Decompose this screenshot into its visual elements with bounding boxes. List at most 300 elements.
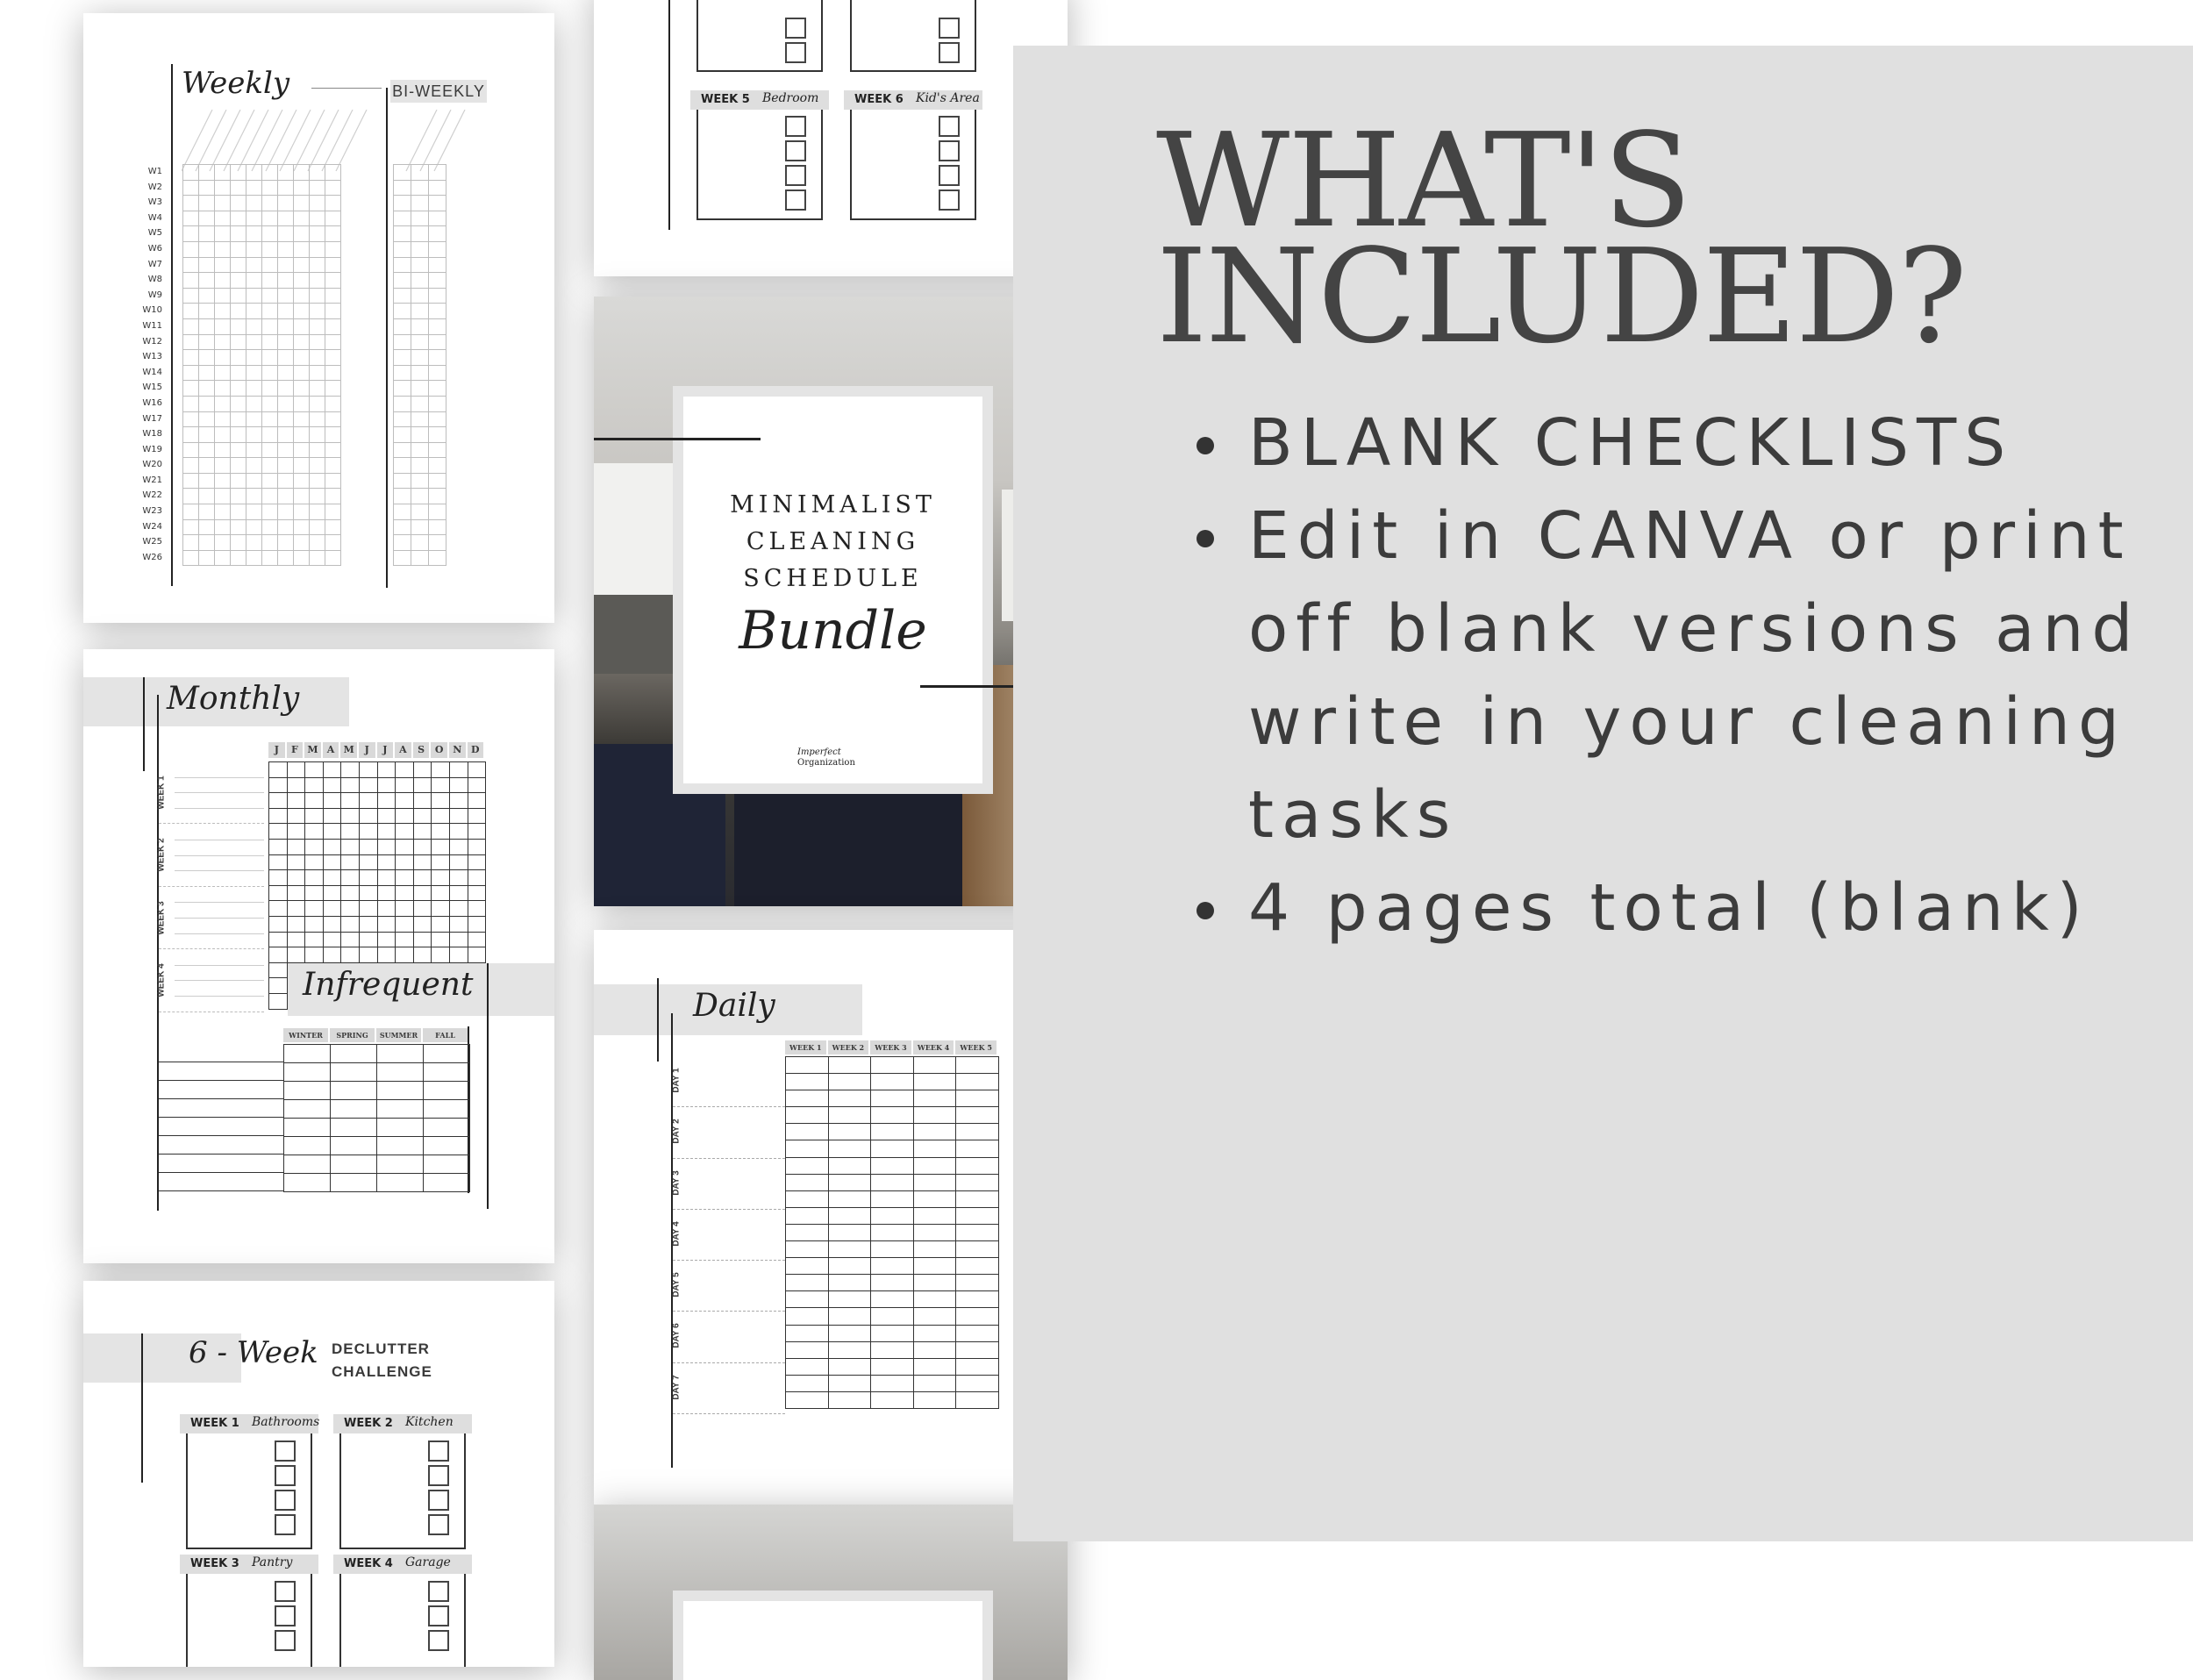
grid-cell[interactable] [411, 443, 429, 459]
grid-cell[interactable] [394, 381, 411, 397]
grid-cell[interactable] [396, 793, 414, 809]
grid-cell[interactable] [231, 412, 246, 428]
grid-cell[interactable] [294, 226, 310, 242]
grid-cell[interactable] [871, 1090, 914, 1107]
grid-cell[interactable] [360, 933, 378, 948]
grid-cell[interactable] [310, 535, 325, 551]
grid-cell[interactable] [829, 1326, 872, 1342]
grid-cell[interactable] [294, 165, 310, 181]
grid-cell[interactable] [199, 397, 215, 412]
grid-cell[interactable] [324, 824, 342, 840]
grid-cell[interactable] [429, 443, 446, 459]
grid-cell[interactable] [231, 258, 246, 274]
grid-cell[interactable] [310, 319, 325, 335]
grid-cell[interactable] [215, 443, 231, 459]
grid-cell[interactable] [215, 319, 231, 335]
grid-cell[interactable] [331, 1119, 377, 1137]
grid-cell[interactable] [262, 458, 278, 474]
grid-cell[interactable] [325, 474, 341, 490]
grid-cell[interactable] [956, 1326, 999, 1342]
grid-cell[interactable] [324, 886, 342, 902]
grid-cell[interactable] [305, 809, 324, 825]
grid-cell[interactable] [284, 1155, 331, 1174]
grid-cell[interactable] [786, 1275, 829, 1291]
grid-cell[interactable] [278, 397, 294, 412]
grid-cell[interactable] [294, 242, 310, 258]
grid-cell[interactable] [956, 1208, 999, 1225]
grid-cell[interactable] [786, 1291, 829, 1308]
grid-cell[interactable] [360, 793, 378, 809]
checkbox[interactable] [785, 18, 806, 39]
grid-cell[interactable] [414, 778, 432, 794]
grid-cell[interactable] [468, 762, 487, 778]
grid-cell[interactable] [786, 1342, 829, 1359]
grid-cell[interactable] [429, 181, 446, 197]
grid-cell[interactable] [183, 211, 199, 227]
grid-cell[interactable] [394, 443, 411, 459]
grid-cell[interactable] [829, 1175, 872, 1191]
grid-cell[interactable] [294, 319, 310, 335]
grid-cell[interactable] [871, 1275, 914, 1291]
grid-cell[interactable] [269, 947, 288, 963]
grid-cell[interactable] [871, 1124, 914, 1140]
checkbox[interactable] [939, 116, 960, 137]
grid-cell[interactable] [246, 242, 262, 258]
grid-cell[interactable] [278, 165, 294, 181]
grid-cell[interactable] [914, 1258, 957, 1275]
grid-cell[interactable] [183, 412, 199, 428]
grid-cell[interactable] [215, 551, 231, 567]
grid-cell[interactable] [956, 1291, 999, 1308]
grid-cell[interactable] [215, 397, 231, 412]
grid-cell[interactable] [829, 1140, 872, 1157]
grid-cell[interactable] [231, 489, 246, 504]
grid-cell[interactable] [199, 489, 215, 504]
grid-cell[interactable] [199, 211, 215, 227]
grid-cell[interactable] [394, 335, 411, 351]
grid-cell[interactable] [288, 809, 306, 825]
grid-cell[interactable] [956, 1175, 999, 1191]
grid-cell[interactable] [414, 793, 432, 809]
grid-cell[interactable] [284, 1045, 331, 1063]
grid-cell[interactable] [310, 412, 325, 428]
grid-cell[interactable] [871, 1376, 914, 1392]
grid-cell[interactable] [294, 181, 310, 197]
grid-cell[interactable] [231, 242, 246, 258]
grid-cell[interactable] [429, 397, 446, 412]
grid-cell[interactable] [956, 1191, 999, 1208]
grid-cell[interactable] [432, 840, 450, 855]
grid-cell[interactable] [294, 258, 310, 274]
grid-cell[interactable] [231, 319, 246, 335]
grid-cell[interactable] [786, 1241, 829, 1258]
grid-cell[interactable] [199, 273, 215, 289]
grid-cell[interactable] [183, 258, 199, 274]
grid-cell[interactable] [341, 809, 360, 825]
grid-cell[interactable] [246, 165, 262, 181]
grid-cell[interactable] [262, 226, 278, 242]
grid-cell[interactable] [377, 1100, 424, 1119]
grid-cell[interactable] [262, 412, 278, 428]
grid-cell[interactable] [786, 1057, 829, 1074]
grid-cell[interactable] [429, 165, 446, 181]
grid-cell[interactable] [278, 504, 294, 520]
grid-cell[interactable] [871, 1057, 914, 1074]
grid-cell[interactable] [325, 304, 341, 319]
grid-cell[interactable] [829, 1225, 872, 1241]
grid-cell[interactable] [262, 397, 278, 412]
grid-cell[interactable] [305, 933, 324, 948]
grid-cell[interactable] [396, 824, 414, 840]
grid-cell[interactable] [424, 1137, 470, 1155]
grid-cell[interactable] [829, 1359, 872, 1376]
checkbox[interactable] [275, 1490, 296, 1511]
grid-cell[interactable] [396, 886, 414, 902]
grid-cell[interactable] [269, 855, 288, 871]
grid-cell[interactable] [829, 1291, 872, 1308]
grid-cell[interactable] [411, 366, 429, 382]
grid-cell[interactable] [394, 427, 411, 443]
grid-cell[interactable] [429, 304, 446, 319]
grid-cell[interactable] [278, 381, 294, 397]
grid-cell[interactable] [262, 335, 278, 351]
grid-cell[interactable] [377, 1155, 424, 1174]
grid-cell[interactable] [450, 762, 468, 778]
grid-cell[interactable] [183, 289, 199, 304]
grid-cell[interactable] [246, 304, 262, 319]
grid-cell[interactable] [231, 397, 246, 412]
grid-cell[interactable] [294, 427, 310, 443]
grid-cell[interactable] [231, 458, 246, 474]
grid-cell[interactable] [215, 504, 231, 520]
grid-cell[interactable] [305, 778, 324, 794]
grid-cell[interactable] [424, 1082, 470, 1100]
grid-cell[interactable] [829, 1258, 872, 1275]
grid-cell[interactable] [199, 427, 215, 443]
grid-cell[interactable] [331, 1082, 377, 1100]
grid-cell[interactable] [246, 520, 262, 536]
grid-cell[interactable] [394, 350, 411, 366]
grid-cell[interactable] [468, 778, 487, 794]
grid-cell[interactable] [424, 1045, 470, 1063]
grid-cell[interactable] [278, 211, 294, 227]
grid-cell[interactable] [262, 366, 278, 382]
grid-cell[interactable] [183, 427, 199, 443]
grid-cell[interactable] [199, 535, 215, 551]
grid-cell[interactable] [324, 901, 342, 917]
grid-cell[interactable] [269, 933, 288, 948]
grid-cell[interactable] [278, 289, 294, 304]
grid-cell[interactable] [246, 289, 262, 304]
grid-cell[interactable] [284, 1174, 331, 1192]
grid-cell[interactable] [246, 366, 262, 382]
grid-cell[interactable] [829, 1241, 872, 1258]
grid-cell[interactable] [294, 412, 310, 428]
grid-cell[interactable] [956, 1158, 999, 1175]
grid-cell[interactable] [829, 1376, 872, 1392]
grid-cell[interactable] [183, 535, 199, 551]
grid-cell[interactable] [215, 289, 231, 304]
checkbox[interactable] [428, 1630, 449, 1651]
grid-cell[interactable] [246, 381, 262, 397]
grid-cell[interactable] [231, 350, 246, 366]
grid-cell[interactable] [262, 443, 278, 459]
grid-cell[interactable] [394, 366, 411, 382]
grid-cell[interactable] [305, 901, 324, 917]
grid-cell[interactable] [183, 165, 199, 181]
grid-cell[interactable] [414, 840, 432, 855]
grid-cell[interactable] [414, 870, 432, 886]
grid-cell[interactable] [324, 840, 342, 855]
grid-cell[interactable] [341, 793, 360, 809]
grid-cell[interactable] [288, 855, 306, 871]
checkbox[interactable] [275, 1605, 296, 1626]
grid-cell[interactable] [325, 319, 341, 335]
grid-cell[interactable] [199, 366, 215, 382]
checkbox[interactable] [428, 1490, 449, 1511]
grid-cell[interactable] [305, 947, 324, 963]
grid-cell[interactable] [786, 1074, 829, 1090]
grid-cell[interactable] [411, 412, 429, 428]
grid-cell[interactable] [199, 304, 215, 319]
grid-cell[interactable] [231, 211, 246, 227]
grid-cell[interactable] [378, 870, 396, 886]
grid-cell[interactable] [414, 933, 432, 948]
grid-cell[interactable] [786, 1208, 829, 1225]
grid-cell[interactable] [183, 504, 199, 520]
grid-cell[interactable] [956, 1124, 999, 1140]
grid-cell[interactable] [246, 535, 262, 551]
grid-cell[interactable] [231, 474, 246, 490]
grid-cell[interactable] [278, 366, 294, 382]
grid-cell[interactable] [377, 1063, 424, 1082]
grid-cell[interactable] [288, 901, 306, 917]
grid-cell[interactable] [429, 381, 446, 397]
grid-cell[interactable] [284, 1137, 331, 1155]
grid-cell[interactable] [294, 196, 310, 211]
grid-cell[interactable] [396, 947, 414, 963]
checkbox[interactable] [785, 165, 806, 186]
grid-cell[interactable] [199, 226, 215, 242]
grid-cell[interactable] [278, 474, 294, 490]
grid-cell[interactable] [341, 762, 360, 778]
grid-cell[interactable] [310, 443, 325, 459]
grid-cell[interactable] [310, 211, 325, 227]
grid-cell[interactable] [914, 1291, 957, 1308]
grid-cell[interactable] [325, 181, 341, 197]
grid-cell[interactable] [199, 350, 215, 366]
grid-cell[interactable] [871, 1258, 914, 1275]
grid-cell[interactable] [411, 319, 429, 335]
grid-cell[interactable] [450, 809, 468, 825]
grid-cell[interactable] [360, 778, 378, 794]
grid-cell[interactable] [215, 535, 231, 551]
grid-cell[interactable] [429, 211, 446, 227]
grid-cell[interactable] [360, 901, 378, 917]
grid-cell[interactable] [871, 1241, 914, 1258]
grid-cell[interactable] [871, 1342, 914, 1359]
grid-cell[interactable] [914, 1107, 957, 1124]
grid-cell[interactable] [956, 1241, 999, 1258]
grid-cell[interactable] [269, 778, 288, 794]
grid-cell[interactable] [215, 181, 231, 197]
grid-cell[interactable] [394, 474, 411, 490]
grid-cell[interactable] [450, 840, 468, 855]
grid-cell[interactable] [914, 1376, 957, 1392]
grid-cell[interactable] [246, 181, 262, 197]
grid-cell[interactable] [294, 520, 310, 536]
grid-cell[interactable] [278, 196, 294, 211]
grid-cell[interactable] [324, 778, 342, 794]
grid-cell[interactable] [432, 793, 450, 809]
grid-cell[interactable] [294, 335, 310, 351]
grid-cell[interactable] [829, 1057, 872, 1074]
grid-cell[interactable] [278, 427, 294, 443]
grid-cell[interactable] [450, 947, 468, 963]
grid-cell[interactable] [429, 335, 446, 351]
grid-cell[interactable] [183, 196, 199, 211]
grid-cell[interactable] [394, 181, 411, 197]
grid-cell[interactable] [305, 762, 324, 778]
grid-cell[interactable] [231, 504, 246, 520]
grid-cell[interactable] [429, 366, 446, 382]
grid-cell[interactable] [786, 1140, 829, 1157]
grid-cell[interactable] [956, 1275, 999, 1291]
grid-cell[interactable] [183, 366, 199, 382]
grid-cell[interactable] [394, 242, 411, 258]
grid-cell[interactable] [231, 181, 246, 197]
grid-cell[interactable] [294, 504, 310, 520]
grid-cell[interactable] [377, 1174, 424, 1192]
grid-cell[interactable] [199, 165, 215, 181]
grid-cell[interactable] [324, 947, 342, 963]
grid-cell[interactable] [411, 397, 429, 412]
grid-cell[interactable] [215, 304, 231, 319]
grid-cell[interactable] [305, 870, 324, 886]
grid-cell[interactable] [246, 427, 262, 443]
grid-cell[interactable] [424, 1174, 470, 1192]
grid-cell[interactable] [310, 181, 325, 197]
grid-cell[interactable] [341, 855, 360, 871]
grid-cell[interactable] [262, 504, 278, 520]
checkbox[interactable] [939, 42, 960, 63]
grid-cell[interactable] [432, 933, 450, 948]
grid-cell[interactable] [246, 474, 262, 490]
checkbox[interactable] [939, 140, 960, 161]
grid-cell[interactable] [378, 855, 396, 871]
grid-cell[interactable] [411, 165, 429, 181]
grid-cell[interactable] [262, 165, 278, 181]
grid-cell[interactable] [262, 551, 278, 567]
grid-cell[interactable] [411, 196, 429, 211]
grid-cell[interactable] [310, 165, 325, 181]
grid-cell[interactable] [378, 793, 396, 809]
grid-cell[interactable] [278, 412, 294, 428]
grid-cell[interactable] [262, 474, 278, 490]
grid-cell[interactable] [269, 824, 288, 840]
grid-cell[interactable] [310, 381, 325, 397]
grid-cell[interactable] [310, 242, 325, 258]
grid-cell[interactable] [215, 165, 231, 181]
grid-cell[interactable] [215, 381, 231, 397]
grid-cell[interactable] [956, 1359, 999, 1376]
grid-cell[interactable] [325, 226, 341, 242]
grid-cell[interactable] [305, 824, 324, 840]
grid-cell[interactable] [411, 427, 429, 443]
grid-cell[interactable] [411, 381, 429, 397]
grid-cell[interactable] [450, 778, 468, 794]
grid-cell[interactable] [183, 273, 199, 289]
grid-cell[interactable] [429, 226, 446, 242]
grid-cell[interactable] [262, 535, 278, 551]
grid-cell[interactable] [468, 886, 487, 902]
grid-cell[interactable] [288, 793, 306, 809]
grid-cell[interactable] [305, 917, 324, 933]
checkbox[interactable] [785, 140, 806, 161]
checkbox[interactable] [428, 1441, 449, 1462]
grid-cell[interactable] [468, 824, 487, 840]
grid-cell[interactable] [183, 381, 199, 397]
grid-cell[interactable] [183, 226, 199, 242]
grid-cell[interactable] [331, 1100, 377, 1119]
grid-cell[interactable] [414, 886, 432, 902]
grid-cell[interactable] [246, 226, 262, 242]
grid-cell[interactable] [294, 304, 310, 319]
grid-cell[interactable] [310, 350, 325, 366]
grid-cell[interactable] [341, 824, 360, 840]
grid-cell[interactable] [360, 870, 378, 886]
grid-cell[interactable] [288, 762, 306, 778]
grid-cell[interactable] [396, 762, 414, 778]
grid-cell[interactable] [432, 809, 450, 825]
grid-cell[interactable] [786, 1158, 829, 1175]
grid-cell[interactable] [468, 947, 487, 963]
grid-cell[interactable] [325, 258, 341, 274]
grid-cell[interactable] [284, 1063, 331, 1082]
grid-cell[interactable] [199, 474, 215, 490]
grid-cell[interactable] [324, 855, 342, 871]
grid-cell[interactable] [305, 840, 324, 855]
grid-cell[interactable] [305, 855, 324, 871]
grid-cell[interactable] [394, 226, 411, 242]
grid-cell[interactable] [956, 1074, 999, 1090]
grid-cell[interactable] [310, 397, 325, 412]
grid-cell[interactable] [829, 1191, 872, 1208]
grid-cell[interactable] [786, 1376, 829, 1392]
grid-cell[interactable] [278, 226, 294, 242]
grid-cell[interactable] [429, 196, 446, 211]
grid-cell[interactable] [325, 427, 341, 443]
grid-cell[interactable] [310, 258, 325, 274]
checkbox[interactable] [428, 1605, 449, 1626]
grid-cell[interactable] [215, 489, 231, 504]
checkbox[interactable] [785, 116, 806, 137]
grid-cell[interactable] [310, 304, 325, 319]
grid-cell[interactable] [199, 242, 215, 258]
grid-cell[interactable] [429, 520, 446, 536]
grid-cell[interactable] [215, 196, 231, 211]
grid-cell[interactable] [325, 289, 341, 304]
grid-cell[interactable] [786, 1258, 829, 1275]
grid-cell[interactable] [310, 489, 325, 504]
grid-cell[interactable] [394, 258, 411, 274]
grid-cell[interactable] [432, 917, 450, 933]
grid-cell[interactable] [411, 273, 429, 289]
grid-cell[interactable] [871, 1140, 914, 1157]
grid-cell[interactable] [199, 335, 215, 351]
grid-cell[interactable] [468, 793, 487, 809]
grid-cell[interactable] [411, 520, 429, 536]
